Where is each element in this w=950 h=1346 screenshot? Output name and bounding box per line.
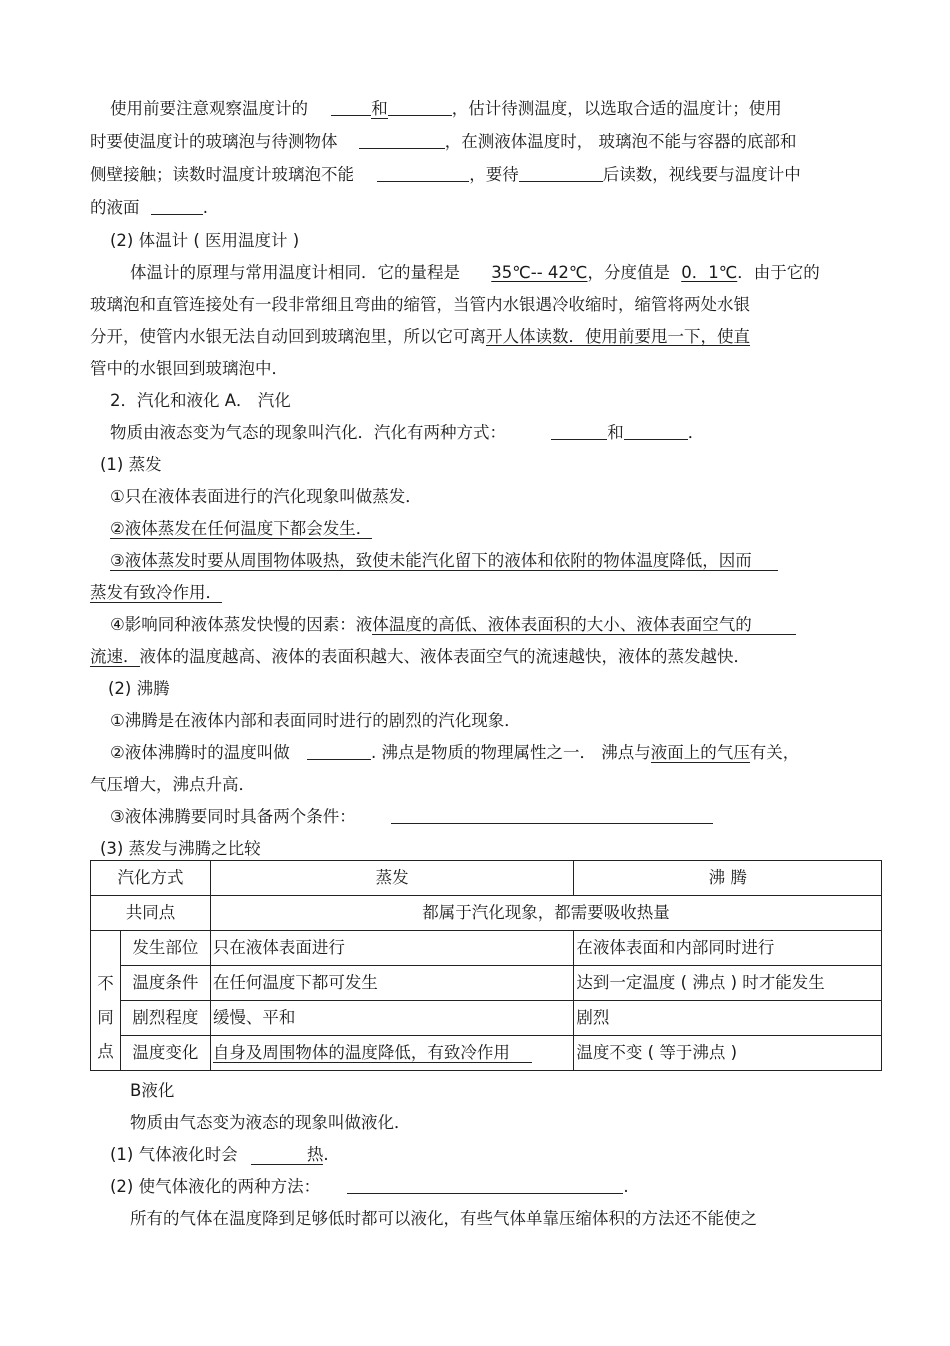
fill-blank [307,743,371,760]
table-cell: 温度不变 ( 等于沸点 ) [574,1036,882,1071]
text: 有关， [749,743,800,762]
text: 和 [607,423,624,442]
table-cell: 达到一定温度 ( 沸点 ) 时才能发生 [574,966,882,1001]
text-line [90,197,208,219]
table-cell: 都属于汽化现象，都需要吸收热量 [210,896,881,931]
section-heading: B液化 [130,1081,175,1100]
text: ②液体沸腾时的温度叫做 [110,743,290,762]
text-line: ①只在液体表面进行的汽化现象叫做蒸发． [110,487,422,506]
answer-division: 0．1℃ [681,263,738,282]
text-line [110,422,704,444]
text-line: 所有的气体在温度降到足够低时都可以液化，有些气体单靠压缩体积的方法还不能使之 [130,1209,757,1228]
fill-blank [359,132,445,149]
text: (2) 使气体液化的两种方法： [110,1177,321,1196]
row-label: 剧烈程度 [120,1001,210,1036]
fill-blank [624,423,688,440]
underlined-text: 开人体读数．使用前要甩一下，使直 [486,327,750,346]
text: ，要待 [469,165,519,184]
section-heading: 2．汽化和液化 A． 汽化 [110,391,291,410]
header-cell: 沸 腾 [574,861,882,896]
text-line [110,1176,629,1198]
fill-blank [331,99,371,116]
text: ③液体沸腾要同时具备两个条件： [110,807,356,826]
header-cell: 汽化方式 [91,861,211,896]
diff-group-label [91,931,121,1071]
text: 和 [371,99,388,118]
table-cell: 在液体表面和内部同时进行 [574,931,882,966]
text: . [623,1177,629,1196]
answer-text [251,1145,324,1165]
row-label: 温度条件 [120,966,210,1001]
section-heading: (1) 蒸发 [100,455,162,474]
text: ． [687,423,705,442]
fill-blank [347,1177,623,1194]
table-cell: 在任何温度下都可发生 [210,966,574,1001]
text: 液体的温度越高、液体的表面积越大、液体表面空气的流速越快，液体的蒸发越快． [139,647,750,666]
text: ②液体蒸发在任何温度下都会发生． [110,519,373,538]
row-label: 发生部位 [120,931,210,966]
text-line [90,164,801,186]
comparison-table [90,860,882,1071]
text: 物质由液态变为气态的现象叫汽化．汽化有两种方式： [110,423,506,442]
text: ，估计待测温度，以选取合适的温度计；使用 [451,99,782,118]
table-header-row [91,861,882,896]
text: 后读数，视线要与温度计中 [602,165,801,184]
table-row [91,896,882,931]
text: 蒸发有致冷作用． [90,583,222,602]
text-line: 管中的水银回到玻璃泡中． [90,359,288,378]
text-line: 玻璃泡和直管连接处有一段非常细且弯曲的缩管，当管内水银遇冷收缩时，缩管将两处水银 [90,295,750,314]
text: ④影响同种液体蒸发快慢的因素：液 [110,615,373,634]
answer-range: 35℃-- 42℃ [491,263,588,282]
section-heading: (2) 沸腾 [108,679,170,698]
text: . [202,198,208,217]
text: . [323,1145,329,1164]
fill-blank [391,807,713,824]
row-label: 温度变化 [120,1036,210,1071]
underlined-text: 自身及周围物体的温度降低，有致冷作用 [213,1043,532,1063]
text-line [110,806,713,828]
text-line: 物质由气态变为液态的现象叫做液化． [130,1113,411,1132]
section-heading: (3) 蒸发与沸腾之比较 [100,839,261,858]
text-line: 气压增大，沸点升高． [90,775,255,794]
row-label: 共同点 [91,896,211,931]
table-cell: 只在液体表面进行 [210,931,574,966]
text: ，分度值是 [587,263,670,282]
text-line [110,550,778,572]
char: 同 [97,1008,114,1027]
fill-blank [551,423,607,440]
text: ．由于它的 [737,263,820,282]
fill-blank [151,198,203,215]
text-line [110,614,796,636]
text: 的液面 [90,198,140,217]
text-line [90,582,222,604]
section-heading: (2) 体温计 ( 医用温度计 ) [110,231,300,250]
text-line: ①沸腾是在液体内部和表面同时进行的剧烈的汽化现象． [110,711,521,730]
text: ③液体蒸发时要从周围物体吸热，致使未能汽化留下的液体和依附的物体温度降低，因而 [110,551,778,571]
fill-blank [377,165,469,182]
text-line [90,646,750,668]
text: (1) 气体液化时会 [110,1145,238,1164]
text-line [130,262,820,284]
underlined-text: 体温度的高低、液体表面积的大小、液体表面空气的 [372,615,796,635]
text: 分开，使管内水银无法自动回到玻璃泡里，所以它可离 [90,327,486,346]
table-cell: 缓慢、平和 [210,1001,574,1036]
text-line [90,326,750,348]
table-cell [210,1036,574,1071]
text: 热 [306,1145,324,1164]
table-row [91,966,882,1001]
text-line [90,131,797,153]
text-line [110,518,372,540]
text: ，在测液体温度时， 玻璃泡不能与容器的底部和 [444,132,797,151]
fill-blank [519,165,603,182]
text-line [110,1144,329,1166]
char: 点 [97,1042,114,1061]
text: . 沸点是物质的物理属性之一． 沸点与 [371,743,651,762]
underlined-text: 流速． [90,647,140,666]
text: 体温计的原理与常用温度计相同．它的量程是 [130,263,460,282]
text: 时要使温度计的玻璃泡与待测物体 [90,132,338,151]
table-cell: 剧烈 [574,1001,882,1036]
header-cell: 蒸发 [210,861,574,896]
table-row [91,1036,882,1071]
text: 使用前要注意观察温度计的 [110,99,308,118]
underlined-text: 液面上的气压 [650,743,750,762]
fill-blank [388,99,452,116]
text-line [110,742,799,764]
text-line [110,98,782,120]
table-row [91,1001,882,1036]
table-row [91,931,882,966]
char: 不 [97,974,114,993]
text: 侧壁接触；读数时温度计玻璃泡不能 [90,165,354,184]
